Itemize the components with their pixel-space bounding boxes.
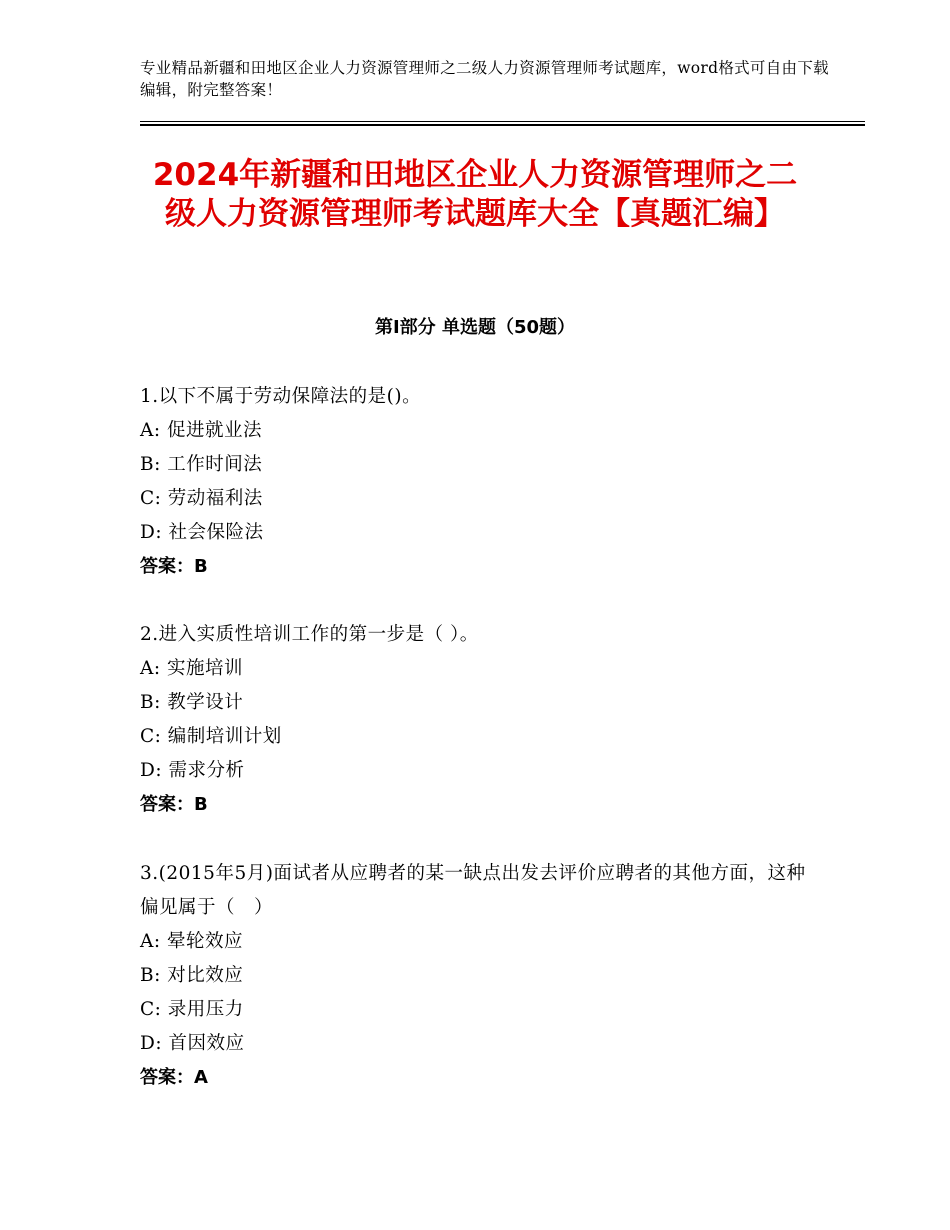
option-d: D: 社会保险法 [140, 522, 264, 543]
header-divider [140, 121, 865, 126]
option-c: C: 劳动福利法 [140, 488, 263, 509]
option-d: D: 首因效应 [140, 1033, 245, 1054]
question-3 [140, 857, 810, 1095]
question-stem: 2.进入实质性培训工作的第一步是（ ）。 [140, 624, 479, 645]
question-1 [140, 380, 810, 584]
question-stem: 3.(2015年5月)面试者从应聘者的某一缺点出发去评价应聘者的其他方面，这种偏见属于（ ） [140, 863, 806, 918]
option-a: A: 实施培训 [140, 658, 243, 679]
option-b: B: 工作时间法 [140, 454, 263, 475]
header-note: 专业精品新疆和田地区企业人力资源管理师之二级人力资源管理师考试题库，word格式可自由下载编辑，附完整答案！ [140, 59, 829, 99]
answer: 答案：A [140, 1067, 208, 1088]
document-title: 2024年新疆和田地区企业人力资源管理师之二级人力资源管理师考试题库大全【真题汇编】 [152, 157, 798, 232]
section-title: 第Ⅰ部分 单选题（50题） [374, 317, 575, 338]
option-a: A: 促进就业法 [140, 420, 262, 441]
answer: 答案：B [140, 556, 208, 577]
option-b: B: 教学设计 [140, 692, 244, 713]
option-a: A: 晕轮效应 [140, 931, 243, 952]
question-2 [140, 618, 810, 822]
option-c: C: 编制培训计划 [140, 726, 282, 747]
option-b: B: 对比效应 [140, 965, 244, 986]
option-c: C: 录用压力 [140, 999, 244, 1020]
answer: 答案：B [140, 794, 208, 815]
option-d: D: 需求分析 [140, 760, 245, 781]
question-stem: 1.以下不属于劳动保障法的是()。 [140, 386, 422, 407]
